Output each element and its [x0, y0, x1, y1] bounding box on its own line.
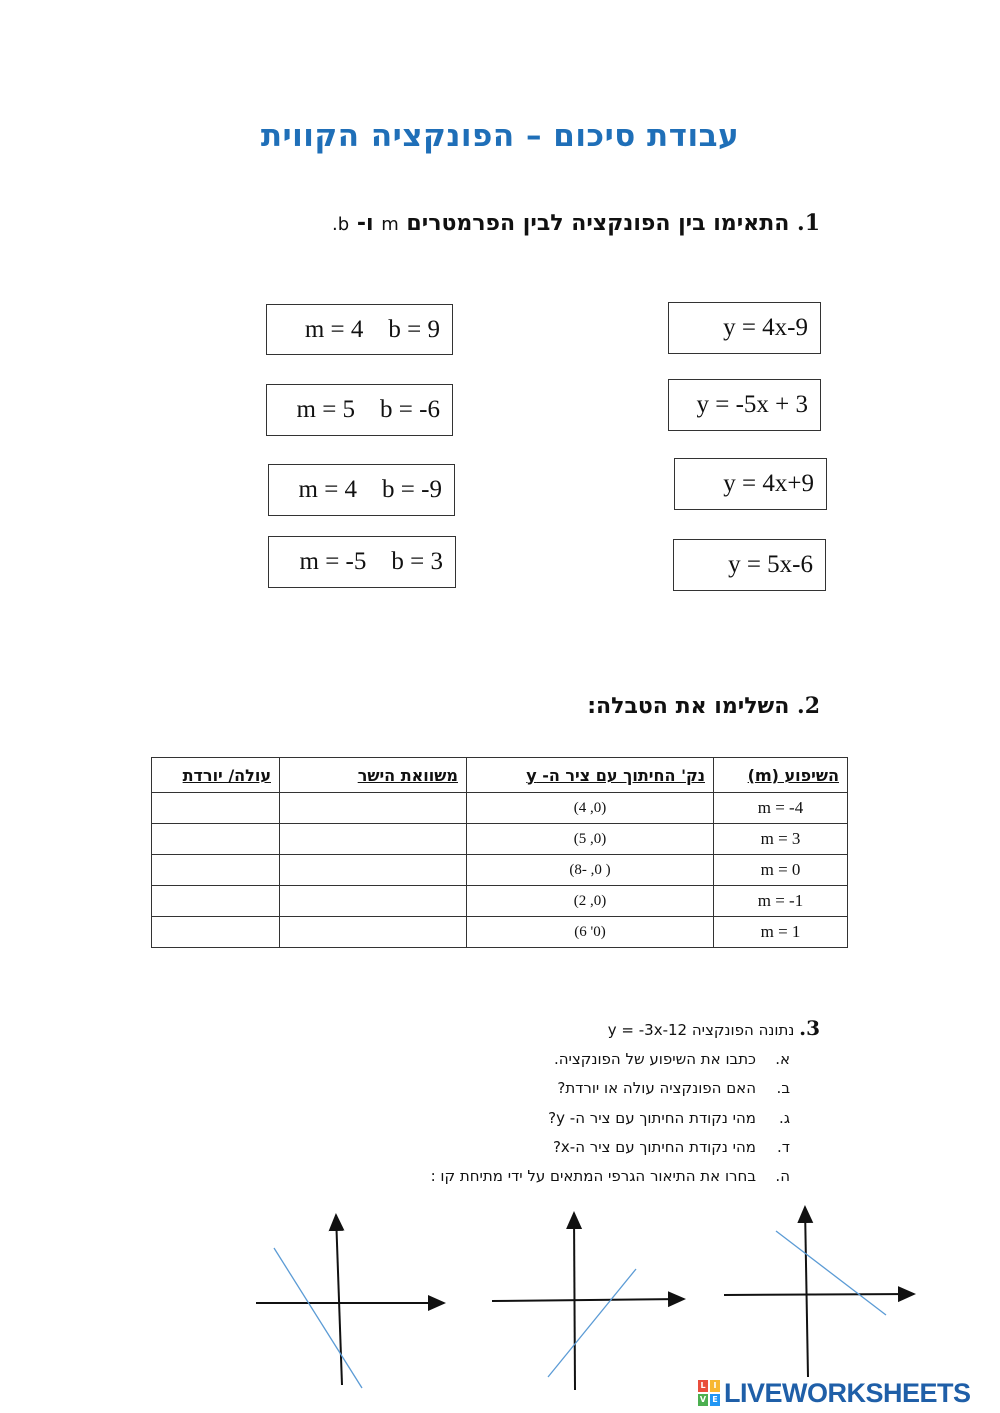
- x-axis: [492, 1299, 684, 1301]
- param-box-3[interactable]: m = 4 b = -9: [268, 464, 455, 516]
- table-row: [152, 917, 848, 948]
- intercept-cell: ( 0, -8): [467, 855, 714, 886]
- graph-option-shallow-decreasing[interactable]: [724, 1207, 914, 1377]
- slope-cell: m = 1: [714, 917, 848, 948]
- equation-answer-cell[interactable]: [280, 855, 467, 886]
- header-slope: השיפוע (m): [714, 758, 848, 793]
- q3-item-b: [557, 1079, 790, 1097]
- table-row: [152, 824, 848, 855]
- direction-answer-cell[interactable]: [152, 917, 280, 948]
- q1-text: התאימו בין הפונקציה לבין הפרמטרים: [406, 211, 790, 236]
- header-equation: משוואת הישר: [280, 758, 467, 793]
- q3-item-label: ה.: [775, 1167, 790, 1185]
- function-box-1[interactable]: y = 4x-9: [668, 302, 821, 354]
- intercept-cell: (0, 2): [467, 886, 714, 917]
- q1-param-and: ו-: [356, 211, 374, 236]
- intercept-cell: (0' 6): [467, 917, 714, 948]
- table-row: [152, 855, 848, 886]
- header-intercept: נק' החיתוך עם ציר ה- y: [467, 758, 714, 793]
- table-row: [152, 793, 848, 824]
- equation-answer-cell[interactable]: [280, 793, 467, 824]
- table-header-row: [152, 758, 848, 793]
- liveworksheets-logo: [698, 1378, 971, 1408]
- q3-intro-line: [608, 1016, 820, 1040]
- graph-option-steep-decreasing[interactable]: [256, 1215, 444, 1388]
- q3-item-c: [548, 1109, 790, 1127]
- equation-answer-cell[interactable]: [280, 886, 467, 917]
- intercept-cell: (0, 4): [467, 793, 714, 824]
- q3-number: 3.: [799, 1016, 820, 1040]
- table-row: [152, 886, 848, 917]
- direction-answer-cell[interactable]: [152, 793, 280, 824]
- direction-answer-cell[interactable]: [152, 824, 280, 855]
- q3-item-label: ג.: [779, 1109, 790, 1127]
- equation-answer-cell[interactable]: [280, 917, 467, 948]
- q3-item-text: האם הפונקציה עולה או יורדת?: [557, 1079, 756, 1097]
- header-direction: עולה/ יורדת: [152, 758, 280, 793]
- q1-param-b: b.: [331, 214, 350, 235]
- logo-letter: L: [698, 1380, 708, 1392]
- q3-intro: נתונה הפונקציה y = -3x-12: [607, 1021, 795, 1039]
- slope-cell: m = -1: [714, 886, 848, 917]
- slope-cell: m = 3: [714, 824, 848, 855]
- q2-number: 2.: [797, 693, 820, 719]
- graph-line: [548, 1269, 636, 1377]
- q1-heading: [332, 210, 820, 236]
- page-title: עבודת סיכום – הפונקציה הקווית: [260, 118, 740, 154]
- q1-number: 1.: [797, 210, 820, 236]
- equation-answer-cell[interactable]: [280, 824, 467, 855]
- logo-mark: [698, 1380, 720, 1406]
- logo-text: LIVEWORKSHEETS: [724, 1377, 971, 1408]
- q1-param-m: m: [381, 214, 399, 235]
- y-axis: [336, 1215, 342, 1385]
- slope-cell: m = -4: [714, 793, 848, 824]
- function-box-2[interactable]: y = -5x + 3: [668, 379, 821, 431]
- logo-letter: I: [710, 1380, 720, 1392]
- logo-letter: E: [710, 1394, 720, 1406]
- param-box-2[interactable]: m = 5 b = -6: [266, 384, 453, 436]
- y-axis: [574, 1213, 575, 1390]
- graph-option-increasing[interactable]: [492, 1213, 684, 1390]
- q2-text: השלימו את הטבלה:: [587, 694, 790, 719]
- q3-item-text: מהי נקודת החיתוך עם ציר ה-x?: [552, 1138, 756, 1156]
- q3-item-e: [431, 1167, 790, 1185]
- q3-item-text: מהי נקודת החיתוך עם ציר ה- y?: [548, 1109, 756, 1127]
- q3-item-text: כתבו את השיפוע של הפונקציה.: [553, 1050, 756, 1068]
- y-axis: [805, 1207, 808, 1377]
- q3-item-label: ב.: [776, 1079, 790, 1097]
- graph-line: [776, 1231, 886, 1315]
- q3-item-label: א.: [775, 1050, 790, 1068]
- slope-table: [151, 757, 848, 948]
- x-axis: [724, 1294, 914, 1295]
- direction-answer-cell[interactable]: [152, 886, 280, 917]
- graph-line: [274, 1248, 362, 1388]
- q3-item-a: [554, 1050, 790, 1068]
- param-box-1[interactable]: m = 4 b = 9: [266, 304, 453, 355]
- graph-options: [0, 1195, 1000, 1395]
- intercept-cell: (0, 5): [467, 824, 714, 855]
- logo-letter: V: [699, 1395, 707, 1404]
- param-box-4[interactable]: m = -5 b = 3: [268, 536, 456, 588]
- function-box-4[interactable]: y = 5x-6: [673, 539, 826, 591]
- q3-item-d: [553, 1138, 790, 1156]
- direction-answer-cell[interactable]: [152, 855, 280, 886]
- q2-heading: [587, 693, 820, 719]
- function-box-3[interactable]: y = 4x+9: [674, 458, 827, 510]
- q3-item-label: ד.: [777, 1138, 790, 1156]
- slope-cell: m = 0: [714, 855, 848, 886]
- q3-item-text: בחרו את התיאור הגרפי המתאים על ידי מתיחת קו :: [430, 1167, 756, 1185]
